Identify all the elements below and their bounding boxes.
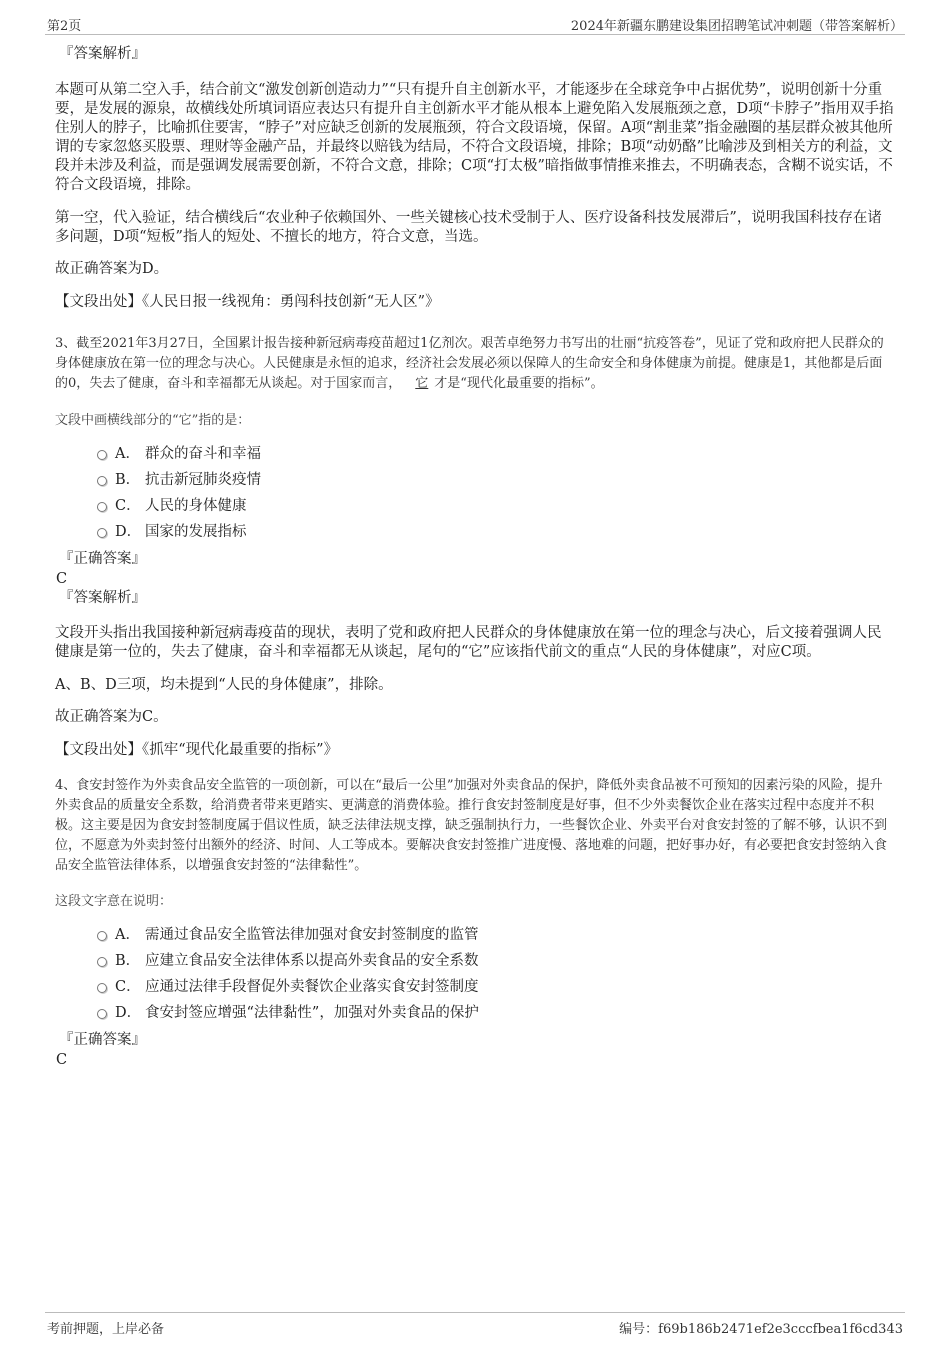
option-text: 人民的身体健康 <box>145 498 247 514</box>
q2-analysis-para1: 本题可从第二空入手，结合前文“激发创新创造动力”“只有提升自主创新水平，才能逐步在全球竞争中占据优势”，说明创新十分重要，是发展的源泉，故横线处所填词语应表达只有提升自主创新水平才能从根本上避免陷入发展瓶颈之意，D项“卡脖子”指用双手掐住别人的脖子，比喻抓住要害，“脖子”对应缺乏创新的发展瓶颈，符合文段语境，保留。A项“割韭菜”指金融圈的基层群众被其他所谓的专家忽悠买股票、理财等金融产品，并最终以赔钱为结局，不符合文段语境，排除；B项“动奶酪”比喻涉及到相关方的利益，文段并未涉及利益，而是强调发展需要创新，不符合文意，排除；C项“打太极”暗指做事情推来推去，不明确表态，含糊不说实话，不符合文段语境，排除。 <box>55 82 894 193</box>
q4-prompt: 这段文字意在说明： <box>55 894 173 909</box>
q4-answer-label: 『正确答案』 <box>59 1032 146 1048</box>
q3-analysis-label: 『答案解析』 <box>59 590 146 606</box>
option-text: 应通过法律手段督促外卖餐饮企业落实食安封签制度 <box>145 979 479 995</box>
option-letter: B． <box>115 472 141 488</box>
q3-conclusion: 故正确答案为C。 <box>55 709 168 725</box>
footer-serial-number: 编号：f69b186b2471ef2e3cccfbea1f6cd343 <box>619 1322 903 1337</box>
option-letter: A． <box>115 446 140 462</box>
q3-analysis-para2: A、B、D三项，均未提到“人民的身体健康”，排除。 <box>55 677 393 693</box>
option-text: 食安封签应增强“法律黏性”，加强对外卖食品的保护 <box>145 1005 479 1021</box>
q4-answer: C <box>56 1052 68 1068</box>
q3-option-c[interactable] <box>95 493 895 519</box>
q2-conclusion: 故正确答案为D。 <box>55 261 169 277</box>
q4-option-a[interactable] <box>95 922 895 948</box>
radio-button-icon[interactable] <box>97 983 107 993</box>
option-letter: B． <box>115 953 141 969</box>
option-letter: D． <box>115 524 142 540</box>
q3-prompt: 文段中画横线部分的“它”指的是： <box>55 413 251 428</box>
option-text: 应建立食品安全法律体系以提高外卖食品的安全系数 <box>145 953 479 969</box>
q3-source: 【文段出处】《抓牢“现代化最重要的指标”》 <box>55 742 339 758</box>
page-content <box>55 44 895 1069</box>
q3-option-b[interactable] <box>95 467 895 493</box>
radio-button-icon[interactable] <box>97 528 107 538</box>
option-letter: C． <box>115 979 141 995</box>
document-title: 2024年新疆东鹏建设集团招聘笔试冲刺题（带答案解析） <box>570 19 903 34</box>
option-letter: C． <box>115 498 141 514</box>
radio-button-icon[interactable] <box>97 476 107 486</box>
q3-options <box>95 441 895 545</box>
page-footer <box>45 1312 905 1335</box>
q3-question-text <box>55 334 895 394</box>
q3-underlined-word: 它 <box>415 376 429 391</box>
option-letter: D． <box>115 1005 142 1021</box>
option-text: 国家的发展指标 <box>145 524 247 540</box>
q4-option-b[interactable] <box>95 948 895 974</box>
q3-option-d[interactable] <box>95 519 895 545</box>
radio-button-icon[interactable] <box>97 1009 107 1019</box>
radio-button-icon[interactable] <box>97 957 107 967</box>
option-text: 群众的奋斗和幸福 <box>145 446 261 462</box>
option-text: 需通过食品安全监管法律加强对食安封签制度的监管 <box>145 927 479 943</box>
q3-answer: C <box>56 571 68 587</box>
q3-option-a[interactable] <box>95 441 895 467</box>
footer-slogan: 考前押题，上岸必备 <box>47 1322 165 1337</box>
q3-answer-label: 『正确答案』 <box>59 551 146 567</box>
q2-analysis-label: 『答案解析』 <box>59 46 146 62</box>
option-text: 抗击新冠肺炎疫情 <box>145 472 261 488</box>
q3-text-after: 才是“现代化最重要的指标”。 <box>434 376 604 391</box>
radio-button-icon[interactable] <box>97 931 107 941</box>
q4-option-d[interactable] <box>95 1000 895 1026</box>
radio-button-icon[interactable] <box>97 502 107 512</box>
option-letter: A． <box>115 927 140 943</box>
page-number: 第2页 <box>47 19 82 34</box>
q4-question-text: 4、食安封签作为外卖食品安全监管的一项创新，可以在“最后一公里”加强对外卖食品的保护，降低外卖食品被不可预知的因素污染的风险，提升外卖食品的质量安全系数，给消费者带来更踏实、更满意的消费体验。推行食安封签制度是好事，但不少外卖餐饮企业在落实过程中态度并不积极。这主要是因为食安封签制度属于倡议性质，缺乏法律法规支撑，缺乏强制执行力，一些餐饮企业、外卖平台对食安封签的了解不够，认识不到位，不愿意为外卖封签付出额外的经济、时间、人工等成本。要解决食安封签推广进度慢、落地难的问题，把好事办好，有必要把食安封签纳入食品安全监管法律体系，以增强食安封签的“法律黏性”。 <box>55 778 888 873</box>
q2-analysis-para2: 第一空，代入验证，结合横线后“农业种子依赖国外、一些关键核心技术受制于人、医疗设备科技发展滞后”，说明我国科技存在诸多问题，D项“短板”指人的短处、不擅长的地方，符合文意，当选。 <box>55 210 882 245</box>
radio-button-icon[interactable] <box>97 450 107 460</box>
q3-analysis-para1: 文段开头指出我国接种新冠病毒疫苗的现状，表明了党和政府把人民群众的身体健康放在第一位的理念与决心，后文接着强调人民健康是第一位的，失去了健康，奋斗和幸福都无从谈起，尾句的“它”应该指代前文的重点“人民的身体健康”，对应C项。 <box>55 625 882 660</box>
q4-option-c[interactable] <box>95 974 895 1000</box>
q4-options <box>95 922 895 1026</box>
q3-text-before: 3、截至2021年3月27日，全国累计报告接种新冠病毒疫苗超过1亿剂次。艰苦卓绝努力书写出的壮丽“抗疫答卷”，见证了党和政府把人民群众的身体健康放在第一位的理念与决心。人民健康是永恒的追求，经济社会发展必须以保障人的生命安全和身体健康为前提。健康是1，其他都是后面的0，失去了健康，奋斗和幸福都无从谈起。对于国家而言， <box>55 336 884 391</box>
page-header <box>45 12 905 35</box>
q2-source: 【文段出处】《人民日报一线视角：勇闯科技创新“无人区”》 <box>55 294 440 310</box>
